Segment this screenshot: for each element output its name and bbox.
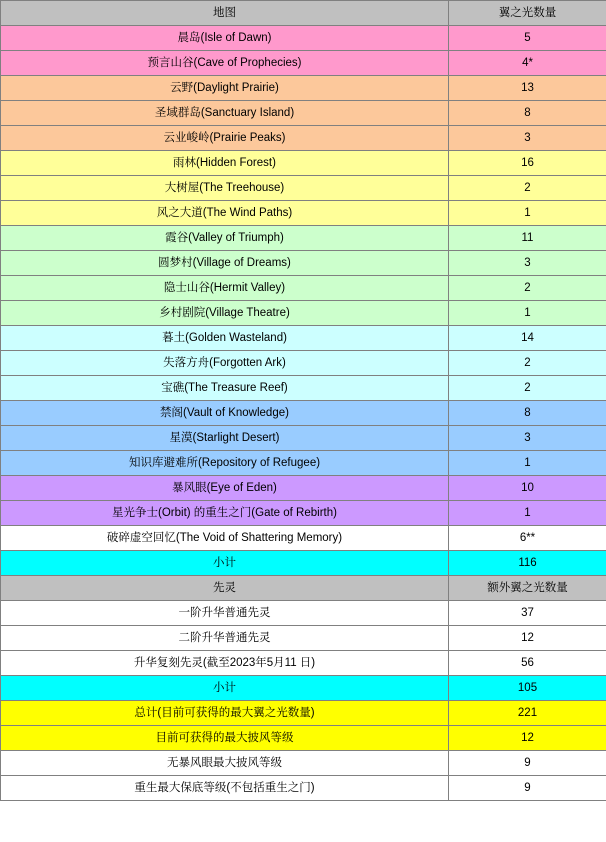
cell-map: 圆梦村(Village of Dreams) bbox=[1, 251, 449, 276]
table-row bbox=[1, 326, 606, 351]
table-row bbox=[1, 376, 606, 401]
table-row bbox=[1, 776, 606, 801]
cell-map: 隐士山谷(Hermit Valley) bbox=[1, 276, 449, 301]
cell-map: 云业峻岭(Prairie Peaks) bbox=[1, 126, 449, 151]
cell-map: 暮土(Golden Wasteland) bbox=[1, 326, 449, 351]
cell-map: 圣域群岛(Sanctuary Island) bbox=[1, 101, 449, 126]
table-row bbox=[1, 651, 606, 676]
table-row bbox=[1, 151, 606, 176]
cell-count: 116 bbox=[449, 551, 606, 576]
cell-map: 雨林(Hidden Forest) bbox=[1, 151, 449, 176]
cell-map: 失落方舟(Forgotten Ark) bbox=[1, 351, 449, 376]
cell-count: 221 bbox=[449, 701, 606, 726]
cell-count: 12 bbox=[449, 626, 606, 651]
table-row bbox=[1, 501, 606, 526]
cell-map: 无暴风眼最大披风等级 bbox=[1, 751, 449, 776]
cell-map: 小计 bbox=[1, 551, 449, 576]
cell-map: 大树屋(The Treehouse) bbox=[1, 176, 449, 201]
table-row bbox=[1, 351, 606, 376]
cell-map: 晨岛(Isle of Dawn) bbox=[1, 26, 449, 51]
cell-map: 暴风眼(Eye of Eden) bbox=[1, 476, 449, 501]
cell-count: 2 bbox=[449, 351, 606, 376]
table-row bbox=[1, 751, 606, 776]
cell-map: 禁阁(Vault of Knowledge) bbox=[1, 401, 449, 426]
cell-map: 云野(Daylight Prairie) bbox=[1, 76, 449, 101]
cell-map: 先灵 bbox=[1, 576, 449, 601]
cell-count: 8 bbox=[449, 401, 606, 426]
table-row bbox=[1, 176, 606, 201]
table-row bbox=[1, 676, 606, 701]
cell-map: 升华复刻先灵(截至2023年5月11 日) bbox=[1, 651, 449, 676]
cell-map: 破碎虚空回忆(The Void of Shattering Memory) bbox=[1, 526, 449, 551]
table-row bbox=[1, 251, 606, 276]
cell-map: 二阶升华普通先灵 bbox=[1, 626, 449, 651]
cell-count: 11 bbox=[449, 226, 606, 251]
header-cell-map: 地图 bbox=[1, 1, 449, 26]
cell-map: 总计(目前可获得的最大翼之光数量) bbox=[1, 701, 449, 726]
table-row bbox=[1, 526, 606, 551]
cell-count: 2 bbox=[449, 176, 606, 201]
cell-map: 乡村剧院(Village Theatre) bbox=[1, 301, 449, 326]
cell-count: 1 bbox=[449, 501, 606, 526]
cell-count: 9 bbox=[449, 776, 606, 801]
table-row bbox=[1, 476, 606, 501]
table-row bbox=[1, 226, 606, 251]
cell-map: 星漠(Starlight Desert) bbox=[1, 426, 449, 451]
cell-count: 3 bbox=[449, 251, 606, 276]
cell-count: 9 bbox=[449, 751, 606, 776]
table-row bbox=[1, 726, 606, 751]
cell-count: 6** bbox=[449, 526, 606, 551]
cell-count: 5 bbox=[449, 26, 606, 51]
cell-map: 星光争士(Orbit) 的重生之门(Gate of Rebirth) bbox=[1, 501, 449, 526]
cell-count: 14 bbox=[449, 326, 606, 351]
cell-map: 重生最大保底等级(不包括重生之门) bbox=[1, 776, 449, 801]
cell-map: 霞谷(Valley of Triumph) bbox=[1, 226, 449, 251]
cell-count: 12 bbox=[449, 726, 606, 751]
table-row bbox=[1, 601, 606, 626]
cell-count: 2 bbox=[449, 376, 606, 401]
table-row bbox=[1, 301, 606, 326]
cell-count: 10 bbox=[449, 476, 606, 501]
cell-map: 知识库避难所(Repository of Refugee) bbox=[1, 451, 449, 476]
table-row bbox=[1, 451, 606, 476]
cell-count: 8 bbox=[449, 101, 606, 126]
cell-count: 3 bbox=[449, 426, 606, 451]
cell-count: 1 bbox=[449, 301, 606, 326]
cell-count: 额外翼之光数量 bbox=[449, 576, 606, 601]
header-cell-count: 翼之光数量 bbox=[449, 1, 606, 26]
table-row bbox=[1, 26, 606, 51]
cell-count: 1 bbox=[449, 451, 606, 476]
cell-count: 56 bbox=[449, 651, 606, 676]
cell-count: 105 bbox=[449, 676, 606, 701]
cell-count: 16 bbox=[449, 151, 606, 176]
table-row bbox=[1, 126, 606, 151]
table-row bbox=[1, 51, 606, 76]
table-body bbox=[1, 1, 606, 801]
cell-count: 37 bbox=[449, 601, 606, 626]
table-row bbox=[1, 276, 606, 301]
cell-map: 风之大道(The Wind Paths) bbox=[1, 201, 449, 226]
cell-count: 3 bbox=[449, 126, 606, 151]
table-row bbox=[1, 576, 606, 601]
cell-count: 1 bbox=[449, 201, 606, 226]
cell-count: 13 bbox=[449, 76, 606, 101]
cell-map: 预言山谷(Cave of Prophecies) bbox=[1, 51, 449, 76]
cell-map: 小计 bbox=[1, 676, 449, 701]
table-row bbox=[1, 701, 606, 726]
table-header-row bbox=[1, 1, 606, 26]
table-row bbox=[1, 201, 606, 226]
cell-map: 宝礁(The Treasure Reef) bbox=[1, 376, 449, 401]
table-row bbox=[1, 401, 606, 426]
table-row bbox=[1, 426, 606, 451]
cell-map: 一阶升华普通先灵 bbox=[1, 601, 449, 626]
table-row bbox=[1, 626, 606, 651]
table-row bbox=[1, 76, 606, 101]
cell-count: 2 bbox=[449, 276, 606, 301]
cell-map: 目前可获得的最大披风等级 bbox=[1, 726, 449, 751]
cell-count: 4* bbox=[449, 51, 606, 76]
table-row bbox=[1, 551, 606, 576]
table-row bbox=[1, 101, 606, 126]
